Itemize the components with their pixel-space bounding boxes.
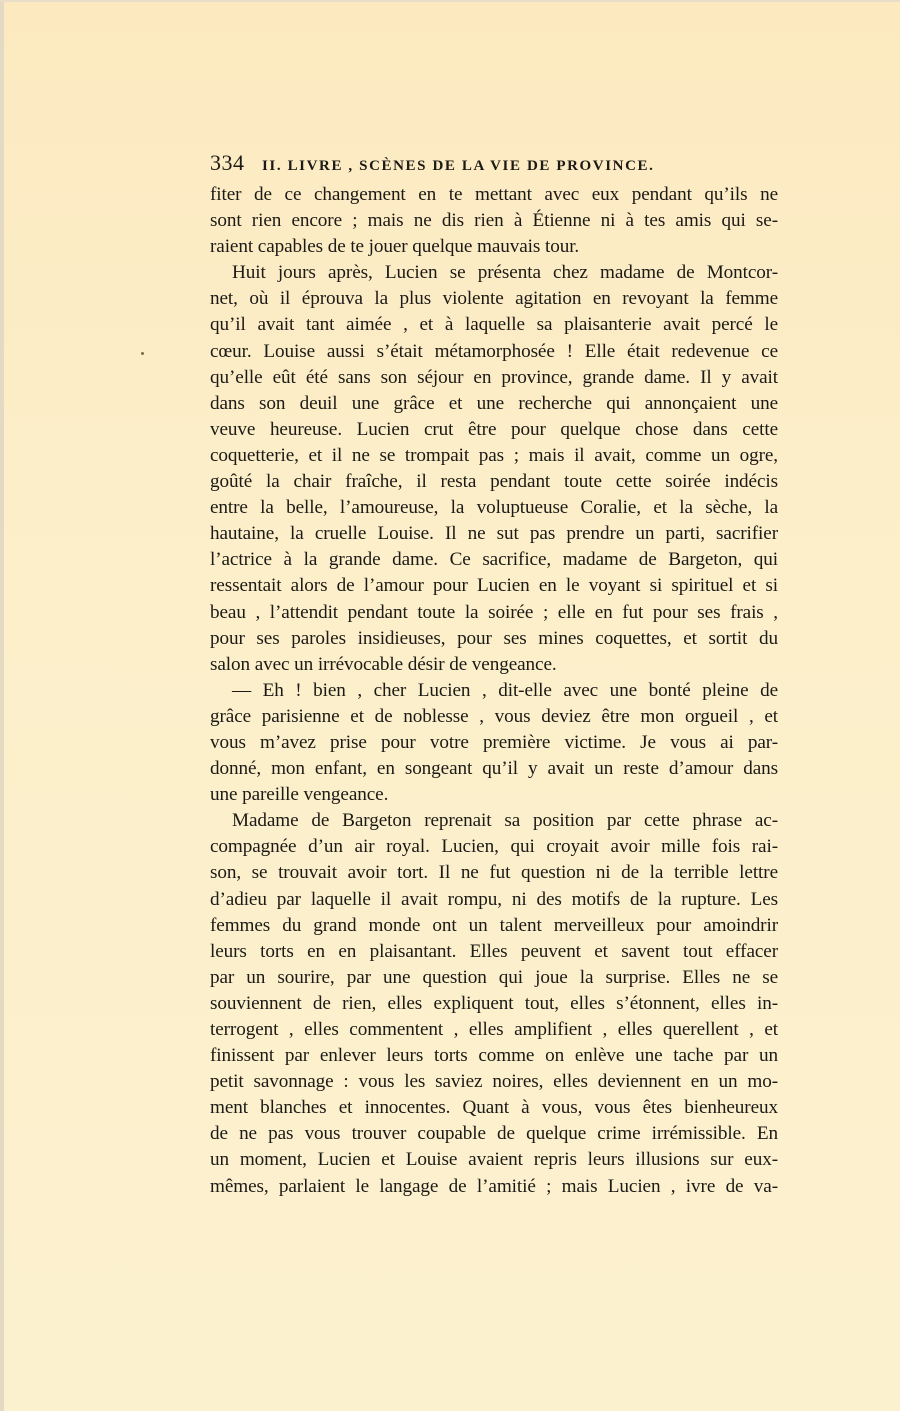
text-line: goûté la chair fraîche, il resta pendant toute cette soirée indécis xyxy=(210,471,778,493)
text-line: dans son deuil une grâce et une recherche qui annonçaient une xyxy=(210,392,778,414)
text-block xyxy=(210,150,778,1200)
text-line: — Eh ! bien , cher Lucien , dit-elle avec une bonté pleine de xyxy=(232,679,778,701)
text-line: hautaine, la cruelle Louise. Il ne sut pas prendre un parti, sacrifier xyxy=(210,523,778,545)
text-line: souviennent de rien, elles expliquent tout, elles s’étonnent, elles in- xyxy=(210,992,778,1014)
text-line: beau , l’attendit pendant toute la soirée ; elle en fut pour ses frais , xyxy=(210,601,778,623)
text-line: petit savonnage : vous les saviez noires, elles deviennent en un mo- xyxy=(210,1071,778,1093)
text-line: sont rien encore ; mais ne dis rien à Étienne ni à tes amis qui se- xyxy=(210,210,778,232)
text-line: vous m’avez prise pour votre première victime. Je vous ai par- xyxy=(210,731,778,753)
text-line: ment blanches et innocentes. Quant à vous, vous êtes bienheureux xyxy=(210,1097,778,1119)
text-line: veuve heureuse. Lucien crut être pour quelque chose dans cette xyxy=(210,418,778,440)
text-line: son, se trouvait avoir tort. Il ne fut question ni de la terrible lettre xyxy=(210,862,778,884)
running-title: II. LIVRE , SCÈNES DE LA VIE DE PROVINCE. xyxy=(262,158,655,174)
margin-speck xyxy=(141,352,144,355)
body-text xyxy=(210,182,778,1200)
text-line: qu’il avait tant aimée , et à laquelle sa plaisanterie avait percé le xyxy=(210,314,778,336)
running-head xyxy=(210,150,778,180)
text-line: qu’elle eût été sans son séjour en province, grande dame. Il y avait xyxy=(210,366,778,388)
text-line: terrogent , elles commentent , elles amplifient , elles querellent , et xyxy=(210,1019,778,1040)
text-line: coquetterie, et il ne se trompait pas ; mais il avait, comme un ogre, xyxy=(210,444,778,466)
text-line: fiter de ce changement en te mettant avec eux pendant qu’ils ne xyxy=(210,184,778,205)
text-line: raient capables de te jouer quelque mauvais tour. xyxy=(210,236,580,258)
text-line: d’adieu par laquelle il avait rompu, ni des motifs de la rupture. Les xyxy=(210,888,778,910)
text-line: donné, mon enfant, en songeant qu’il y avait un reste d’amour dans xyxy=(210,758,778,780)
text-line: Huit jours après, Lucien se présenta chez madame de Montcor- xyxy=(232,262,778,284)
text-line: par un sourire, par une question qui joue la surprise. Elles ne se xyxy=(210,966,778,988)
text-line: Madame de Bargeton reprenait sa position par cette phrase ac- xyxy=(232,810,778,832)
text-line: une pareille vengeance. xyxy=(210,784,389,806)
text-line: pour ses paroles insidieuses, pour ses mines coquettes, et sortit du xyxy=(210,627,778,649)
text-line: net, où il éprouva la plus violente agitation en revoyant la femme xyxy=(210,288,778,310)
text-line: entre la belle, l’amoureuse, la voluptueuse Coralie, et la sèche, la xyxy=(210,497,778,519)
text-line: compagnée d’un air royal. Lucien, qui croyait avoir mille fois rai- xyxy=(210,836,778,858)
text-line: l’actrice à la grande dame. Ce sacrifice, madame de Bargeton, qui xyxy=(210,549,778,571)
text-line: mêmes, parlaient le langage de l’amitié ; mais Lucien , ivre de va- xyxy=(210,1175,778,1197)
text-line: ressentait alors de l’amour pour Lucien en le voyant si spirituel et si xyxy=(210,575,778,597)
text-line: finissent par enlever leurs torts comme on enlève une tache par un xyxy=(210,1045,778,1067)
page-left-edge xyxy=(0,0,4,1411)
text-line: femmes du grand monde ont un talent merveilleux pour amoindrir xyxy=(210,914,778,936)
text-line: salon avec un irrévocable désir de vengeance. xyxy=(210,653,557,675)
text-line: de ne pas vous trouver coupable de quelque crime irrémissible. En xyxy=(210,1123,778,1145)
text-line: un moment, Lucien et Louise avaient repris leurs illusions sur eux- xyxy=(210,1149,778,1171)
page-number: 334 xyxy=(210,150,245,175)
text-line: grâce parisienne et de noblesse , vous deviez être mon orgueil , et xyxy=(210,705,778,727)
page-top-edge xyxy=(0,0,900,2)
text-line: cœur. Louise aussi s’était métamorphosée ! Elle était redevenue ce xyxy=(210,340,778,362)
text-line: leurs torts en en plaisantant. Elles peuvent et savent tout effacer xyxy=(210,940,778,962)
